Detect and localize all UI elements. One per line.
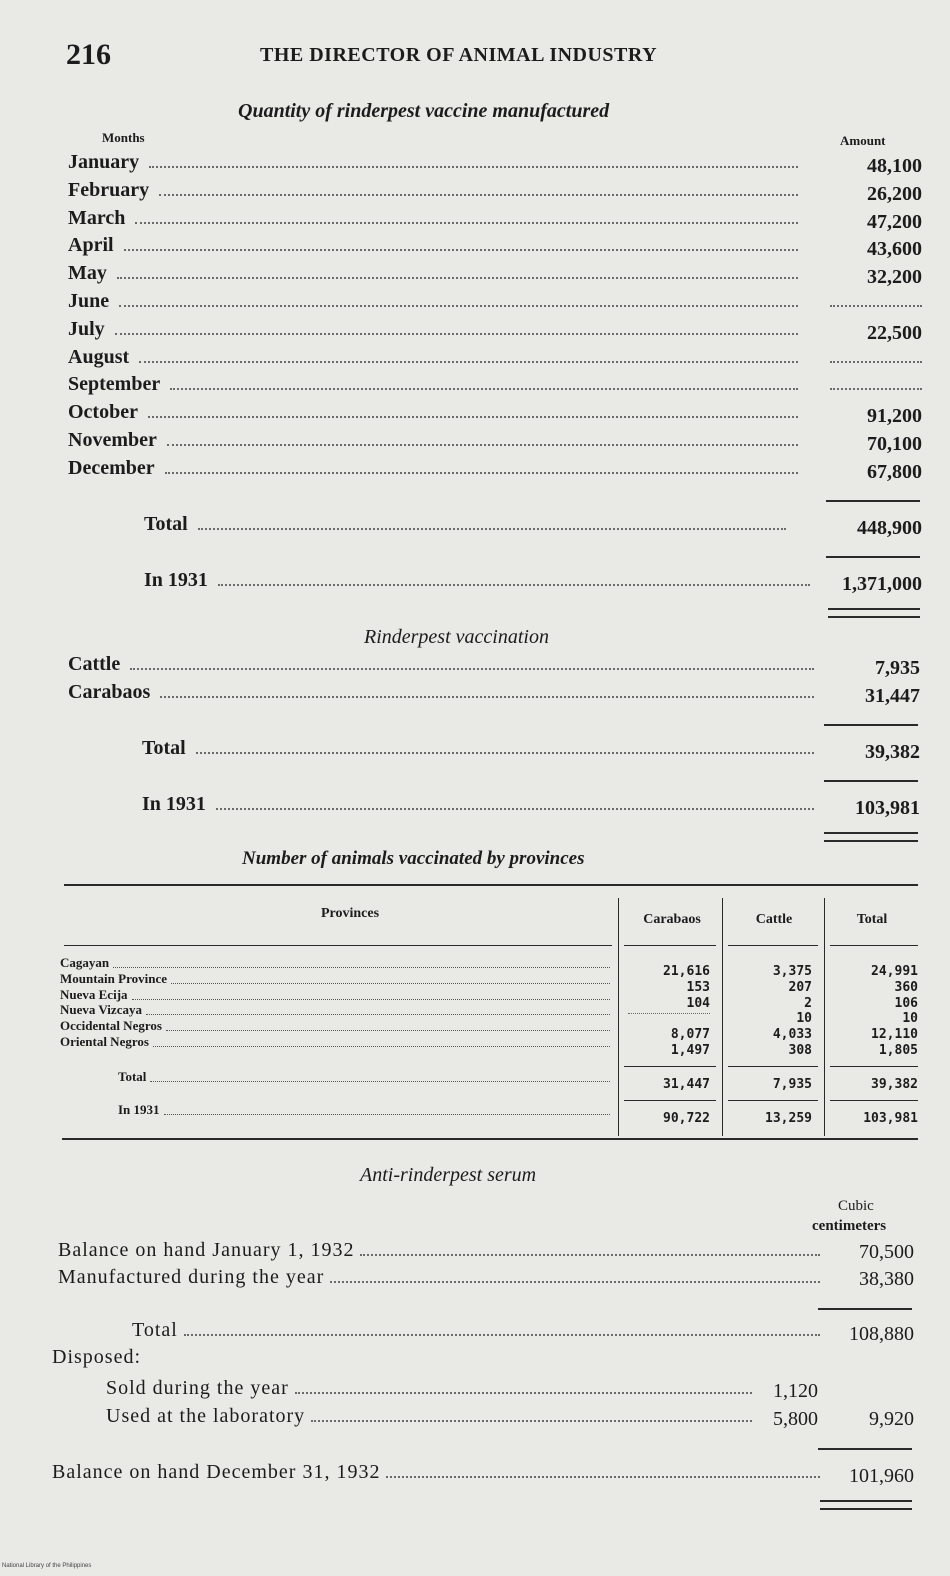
leader-dots (295, 1392, 752, 1394)
running-title: THE DIRECTOR OF ANIMAL INDUSTRY (260, 44, 658, 66)
province-name: Nueva Vizcaya (60, 1002, 142, 1017)
serum-manufactured-label: Manufactured during the year (58, 1266, 325, 1288)
leader-dots (146, 1014, 610, 1015)
month-amount: 67,800 (867, 461, 922, 483)
prev-total: 103,981 (863, 1111, 918, 1126)
leader-dots (153, 1046, 610, 1047)
empty-amount-placeholder (830, 305, 922, 307)
header-total: Total (856, 912, 888, 927)
month-row (68, 204, 808, 230)
leader-dots (164, 1114, 610, 1115)
cattle-cell: 207 (788, 980, 812, 995)
month-label: March (68, 207, 126, 229)
cattle-cell: 308 (788, 1043, 812, 1058)
total-cell: 12,110 (871, 1027, 918, 1042)
serum-balance-end-label: Balance on hand December 31, 1932 (52, 1461, 381, 1483)
serum-sold-label: Sold during the year (106, 1377, 289, 1399)
total-cattle: 7,935 (772, 1077, 812, 1092)
double-rule (828, 608, 920, 618)
leader-dots (139, 361, 798, 363)
vaccination-row (68, 650, 824, 676)
province-1931-row (118, 1103, 614, 1118)
header-underline (64, 945, 612, 946)
month-label: December (68, 457, 155, 479)
leader-dots (113, 967, 610, 968)
leader-dots (196, 752, 814, 754)
column-divider (824, 898, 825, 1136)
cattle-cell: 4,033 (772, 1027, 812, 1042)
total-carabaos: 31,447 (663, 1077, 710, 1092)
leader-dots (167, 444, 798, 446)
leader-dots (115, 333, 798, 335)
province-row (60, 1019, 614, 1034)
serum-section-title: Anti-rinderpest serum (360, 1164, 537, 1186)
leader-dots (159, 194, 798, 196)
total-total: 39,382 (871, 1077, 918, 1092)
serum-balance-start-row (58, 1236, 826, 1262)
serum-balance-end-row (52, 1458, 826, 1484)
province-row (60, 972, 614, 987)
month-amount: 47,200 (867, 211, 922, 233)
month-label: February (68, 179, 150, 201)
header-underline (728, 945, 818, 946)
provinces-section-title: Number of animals vaccinated by provinces (242, 848, 585, 869)
month-row (68, 287, 808, 313)
empty-cell-placeholder (628, 1013, 710, 1014)
vaccination-total-value: 39,382 (865, 741, 920, 763)
leader-dots (119, 305, 798, 307)
leader-dots (171, 983, 610, 984)
month-label: August (68, 346, 130, 368)
serum-total-label: Total (132, 1319, 178, 1341)
header-underline (624, 945, 716, 946)
month-label: May (68, 262, 107, 284)
leader-dots (130, 668, 814, 670)
province-name: Oriental Negros (60, 1034, 149, 1049)
carabaos-cell: 104 (686, 996, 710, 1011)
month-amount: 48,100 (867, 155, 922, 177)
cattle-cell: 10 (796, 1011, 812, 1026)
total-cell: 1,805 (878, 1043, 918, 1058)
vaccination-total-row (142, 734, 824, 760)
serum-balance-start-label: Balance on hand January 1, 1932 (58, 1239, 355, 1261)
month-row (68, 259, 808, 285)
month-label: November (68, 429, 157, 451)
serum-disposed-label: Disposed: (52, 1346, 141, 1368)
serum-used-row (106, 1402, 758, 1428)
carabaos-cell: 8,077 (670, 1027, 710, 1042)
table-top-rule (64, 884, 918, 886)
footer-credit: National Library of the Philippines (2, 1563, 92, 1569)
vaccination-label: Carabaos (68, 681, 151, 703)
serum-used-label: Used at the laboratory (106, 1405, 306, 1427)
empty-amount-placeholder (830, 388, 922, 390)
month-label: April (68, 234, 114, 256)
serum-unit-line2: centimeters (812, 1218, 887, 1234)
vaccine-total-value: 448,900 (857, 517, 922, 539)
vaccination-1931-row (142, 790, 824, 816)
month-row (68, 231, 808, 257)
month-row (68, 398, 808, 424)
sum-rule (624, 1100, 716, 1101)
header-underline (830, 945, 918, 946)
month-row (68, 315, 808, 341)
vaccination-total-label: Total (142, 737, 186, 759)
leader-dots (165, 472, 798, 474)
province-total-label: Total (118, 1069, 147, 1084)
province-name: Nueva Ecija (60, 987, 128, 1002)
serum-manufactured-row (58, 1263, 826, 1289)
column-divider (722, 898, 723, 1136)
leader-dots (124, 249, 798, 251)
header-carabaos: Carabaos (643, 912, 701, 927)
cattle-cell: 2 (804, 996, 812, 1011)
table-bottom-rule (62, 1138, 918, 1140)
carabaos-cell: 153 (686, 980, 710, 995)
leader-dots (149, 166, 798, 168)
month-row (68, 343, 808, 369)
leader-dots (135, 222, 798, 224)
column-divider (618, 898, 619, 1136)
leader-dots (166, 1030, 610, 1031)
month-row (68, 176, 808, 202)
months-column-header: Months (102, 130, 145, 145)
month-amount: 22,500 (867, 322, 922, 344)
month-row (68, 148, 808, 174)
double-rule (820, 1500, 912, 1510)
vaccine-total-label: Total (144, 513, 188, 535)
serum-used-value: 5,800 (773, 1408, 818, 1430)
serum-unit-line1: Cubic (838, 1198, 874, 1214)
province-total-row (118, 1070, 614, 1085)
month-label: October (68, 401, 138, 423)
leader-dots (148, 416, 798, 418)
total-rule (824, 780, 918, 782)
leader-dots (117, 277, 798, 279)
month-row (68, 454, 808, 480)
sum-rule (728, 1100, 818, 1101)
total-rule (826, 556, 920, 558)
cattle-cell: 3,375 (772, 964, 812, 979)
month-amount: 32,200 (867, 266, 922, 288)
prev-cattle: 13,259 (765, 1111, 812, 1126)
province-name: Cagayan (60, 955, 110, 970)
leader-dots (184, 1334, 820, 1336)
vaccination-row (68, 678, 824, 704)
leader-dots (311, 1420, 752, 1422)
serum-sold-value: 1,120 (773, 1380, 818, 1402)
province-row (60, 1035, 614, 1050)
vaccination-1931-value: 103,981 (855, 797, 920, 819)
month-label: July (68, 318, 105, 340)
leader-dots (132, 999, 610, 1000)
double-rule (824, 832, 918, 842)
sum-rule (728, 1066, 818, 1067)
month-row (68, 370, 808, 396)
header-cattle: Cattle (755, 912, 793, 927)
vaccination-value: 31,447 (865, 685, 920, 707)
sum-rule (830, 1066, 918, 1067)
prev-carabaos: 90,722 (663, 1111, 710, 1126)
serum-total-value: 108,880 (849, 1323, 914, 1345)
total-cell: 24,991 (871, 964, 918, 979)
month-label: June (68, 290, 110, 312)
month-amount: 70,100 (867, 433, 922, 455)
vaccine-section-title: Quantity of rinderpest vaccine manufactured (238, 100, 610, 122)
leader-dots (150, 1081, 610, 1082)
sum-rule (830, 1100, 918, 1101)
vaccination-1931-label: In 1931 (142, 793, 206, 815)
carabaos-cell: 21,616 (663, 964, 710, 979)
header-provinces: Provinces (320, 906, 380, 921)
vaccine-1931-label: In 1931 (144, 569, 208, 591)
month-amount: 26,200 (867, 183, 922, 205)
vaccination-value: 7,935 (875, 657, 920, 679)
province-name: Mountain Province (60, 971, 168, 986)
amount-column-header: Amount (840, 133, 886, 148)
total-cell: 360 (894, 980, 918, 995)
serum-disposed-total: 9,920 (869, 1408, 914, 1430)
sum-rule (624, 1066, 716, 1067)
serum-total-row (132, 1316, 826, 1342)
serum-balance-end-value: 101,960 (849, 1465, 914, 1487)
month-row (68, 426, 808, 452)
carabaos-cell: 1,497 (670, 1043, 710, 1058)
total-rule (818, 1308, 912, 1310)
vaccine-1931-row (144, 566, 820, 592)
leader-dots (218, 584, 810, 586)
leader-dots (198, 528, 786, 530)
province-row (60, 988, 614, 1003)
serum-manufactured-value: 38,380 (859, 1268, 914, 1290)
vaccination-section-title: Rinderpest vaccination (364, 626, 549, 648)
vaccine-total-row (144, 510, 796, 536)
leader-dots (386, 1476, 820, 1478)
month-amount: 91,200 (867, 405, 922, 427)
total-cell: 10 (902, 1011, 918, 1026)
serum-sold-row (106, 1374, 758, 1400)
vaccine-1931-value: 1,371,000 (842, 573, 922, 595)
total-rule (824, 724, 918, 726)
leader-dots (360, 1254, 820, 1256)
empty-amount-placeholder (830, 361, 922, 363)
province-row (60, 1003, 614, 1018)
month-label: January (68, 151, 140, 173)
leader-dots (170, 388, 798, 390)
month-label: September (68, 373, 161, 395)
leader-dots (330, 1281, 820, 1283)
month-amount: 43,600 (867, 238, 922, 260)
page-number: 216 (66, 38, 111, 71)
leader-dots (216, 808, 814, 810)
total-cell: 106 (894, 996, 918, 1011)
province-row (60, 956, 614, 971)
serum-balance-start-value: 70,500 (859, 1241, 914, 1263)
total-rule (826, 500, 920, 502)
leader-dots (160, 696, 814, 698)
province-name: Occidental Negros (60, 1018, 162, 1033)
total-rule (818, 1448, 912, 1450)
province-1931-label: In 1931 (118, 1102, 160, 1117)
vaccination-label: Cattle (68, 653, 121, 675)
